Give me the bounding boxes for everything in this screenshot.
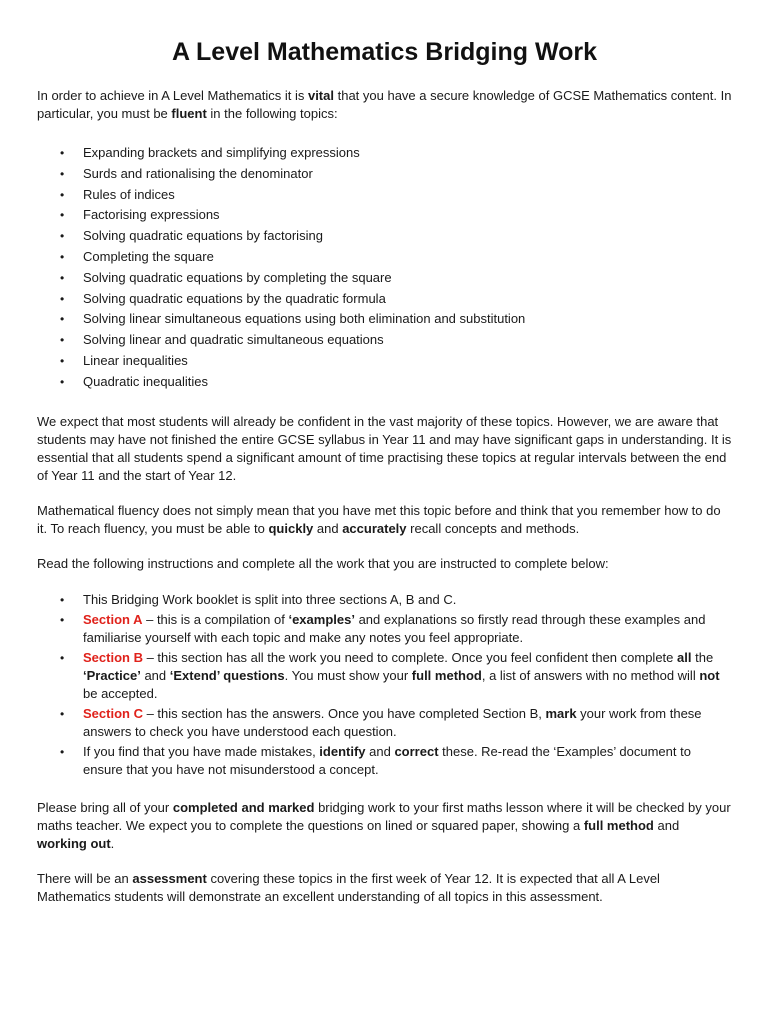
bullet-icon: • [60, 744, 65, 759]
bullet-icon: • [60, 291, 65, 306]
topic-item [37, 143, 732, 164]
topic-item [37, 247, 732, 268]
fluency-text-3: recall concepts and methods. [406, 520, 580, 536]
fluency-text-2: and [313, 520, 343, 536]
instruction-item-section-b [37, 649, 732, 703]
intro-text-3: in the following topics: [206, 106, 338, 121]
topic-label: Factorising expressions [83, 207, 220, 223]
instruction-bold: ‘examples’ [288, 611, 355, 627]
topic-list [37, 143, 732, 393]
topic-label: Surds and rationalising the denominator [83, 165, 313, 181]
fluency-paragraph [37, 502, 732, 538]
instruction-text: . You must show your [284, 667, 412, 683]
instruction-text: , a list of answers with no method will [481, 667, 700, 683]
section-c-label: Section C [83, 705, 143, 721]
instruction-bold: ‘Extend’ questions [169, 667, 285, 683]
submission-bold: full method [583, 817, 654, 833]
submission-text: Please bring all of your [37, 799, 173, 815]
instruction-bold: all [677, 649, 692, 665]
instruction-list [37, 591, 732, 779]
instruction-bold: ‘Practice’ [83, 667, 141, 683]
bullet-icon: • [60, 592, 65, 607]
bullet-icon: • [60, 208, 65, 223]
topic-label: Solving linear simultaneous equations using both elimination and substitution [83, 311, 526, 327]
topic-item [37, 185, 732, 206]
section-b-label: Section B [83, 649, 143, 665]
topic-label: Linear inequalities [83, 352, 188, 368]
instructions-intro: Read the following instructions and complete all the work that you are instructed to complete below: [37, 555, 609, 571]
instruction-item-section-c [37, 705, 732, 741]
topic-label: Solving quadratic equations by the quadratic formula [83, 290, 386, 306]
instruction-text: – this section has the answers. Once you have completed Section B, [142, 705, 546, 721]
instruction-item [37, 591, 732, 609]
topic-label: Quadratic inequalities [83, 373, 209, 389]
instruction-text: the [691, 649, 714, 665]
topic-item [37, 309, 732, 330]
submission-text: . [110, 835, 115, 851]
intro-paragraph [37, 87, 732, 123]
bullet-icon: • [60, 312, 65, 327]
submission-bold: working out [37, 835, 111, 851]
instruction-text: If you find that you have made mistakes, [83, 743, 320, 759]
instruction-item-section-a [37, 611, 732, 647]
submission-bold: completed and marked [172, 799, 315, 815]
bullet-icon: • [60, 706, 65, 721]
instruction-text: This Bridging Work booklet is split into three sections A, B and C. [83, 591, 457, 607]
topic-item [37, 164, 732, 185]
topic-label: Solving quadratic equations by completing the square [83, 269, 392, 285]
bullet-icon: • [60, 612, 65, 627]
section-a-label: Section A [83, 611, 143, 627]
topic-item [37, 268, 732, 289]
instruction-bold: full method [411, 667, 482, 683]
topic-label: Completing the square [83, 248, 214, 264]
assessment-text: There will be an [37, 870, 133, 886]
bullet-icon: • [60, 229, 65, 244]
instruction-bold: correct [394, 743, 439, 759]
submission-paragraph [37, 799, 732, 853]
instruction-text: – this is a compilation of [142, 611, 289, 627]
topic-label: Rules of indices [83, 186, 175, 202]
bullet-icon: • [60, 374, 65, 389]
assessment-bold: assessment [132, 870, 207, 886]
assessment-paragraph [37, 870, 732, 906]
instruction-bold: not [699, 667, 720, 683]
bullet-icon: • [60, 270, 65, 285]
topic-label: Expanding brackets and simplifying expressions [83, 145, 360, 160]
bullet-icon: • [60, 353, 65, 368]
topic-item [37, 226, 732, 247]
topic-item [37, 351, 732, 372]
fluency-bold-quickly: quickly [268, 520, 314, 536]
fluency-bold-accurately: accurately [342, 520, 407, 536]
intro-text-2: that you have a secure knowledge of GCSE Mathematics content. In particular, you must be [37, 88, 732, 121]
topic-label: Solving linear and quadratic simultaneous equations [83, 332, 384, 348]
bullet-icon: • [60, 650, 65, 665]
instruction-text: your work from these answers to check you have understood each question. [83, 705, 702, 739]
instruction-text: and [140, 667, 170, 683]
bullet-icon: • [60, 249, 65, 264]
assessment-text: covering these topics in the first week of Year 12. It is expected that all A Level Mathematics students will demonstrate an excellent understanding of all topics in this assessment. [37, 870, 660, 904]
fluency-text-1: Mathematical fluency does not simply mean that you have met this topic before and think that you remember how to do it. To reach fluency, you must be able to [37, 502, 721, 536]
instruction-text: – this section has all the work you need to complete. Once you feel confident then complete [142, 649, 678, 665]
instruction-text: be accepted. [83, 685, 158, 701]
intro-text-1: In order to achieve in A Level Mathematics it is [37, 88, 308, 103]
instruction-text: and [365, 743, 395, 759]
bullet-icon: • [60, 146, 65, 160]
topic-label: Solving quadratic equations by factorising [83, 228, 323, 244]
instruction-bold: identify [319, 743, 366, 759]
topic-item [37, 372, 732, 393]
topic-item [37, 330, 732, 351]
submission-text: bridging work to your first maths lesson where it will be checked by your maths teacher. We expect you to complete the questions on lined or squared paper, showing a [37, 799, 731, 833]
submission-text: and [653, 817, 680, 833]
expectation-paragraph: We expect that most students will already be confident in the vast majority of these topics. However, we are aware that students may have not finished the entire GCSE syllabus in Year 11 and may have significant gaps in understanding. It is essential that all students spend a significant amount of time practising these topics at regular intervals between the end of Year 11 and the start of Year 12. [37, 413, 732, 483]
bullet-icon: • [60, 187, 65, 202]
topic-item [37, 289, 732, 310]
intro-bold-vital: vital [307, 88, 334, 103]
instruction-text: these. Re-read the ‘Examples’ document to ensure that you have not misunderstood a concept. [83, 743, 691, 777]
instruction-item [37, 743, 732, 779]
document-title: A Level Mathematics Bridging Work [171, 38, 598, 66]
instruction-bold: mark [545, 705, 577, 721]
intro-bold-fluent: fluent [171, 106, 207, 121]
instruction-text: and explanations so firstly read through these examples and familiarise yourself with each topic and make any notes you feel appropriate. [83, 611, 706, 645]
bullet-icon: • [60, 166, 65, 181]
topic-item [37, 205, 732, 226]
bullet-icon: • [60, 333, 65, 348]
